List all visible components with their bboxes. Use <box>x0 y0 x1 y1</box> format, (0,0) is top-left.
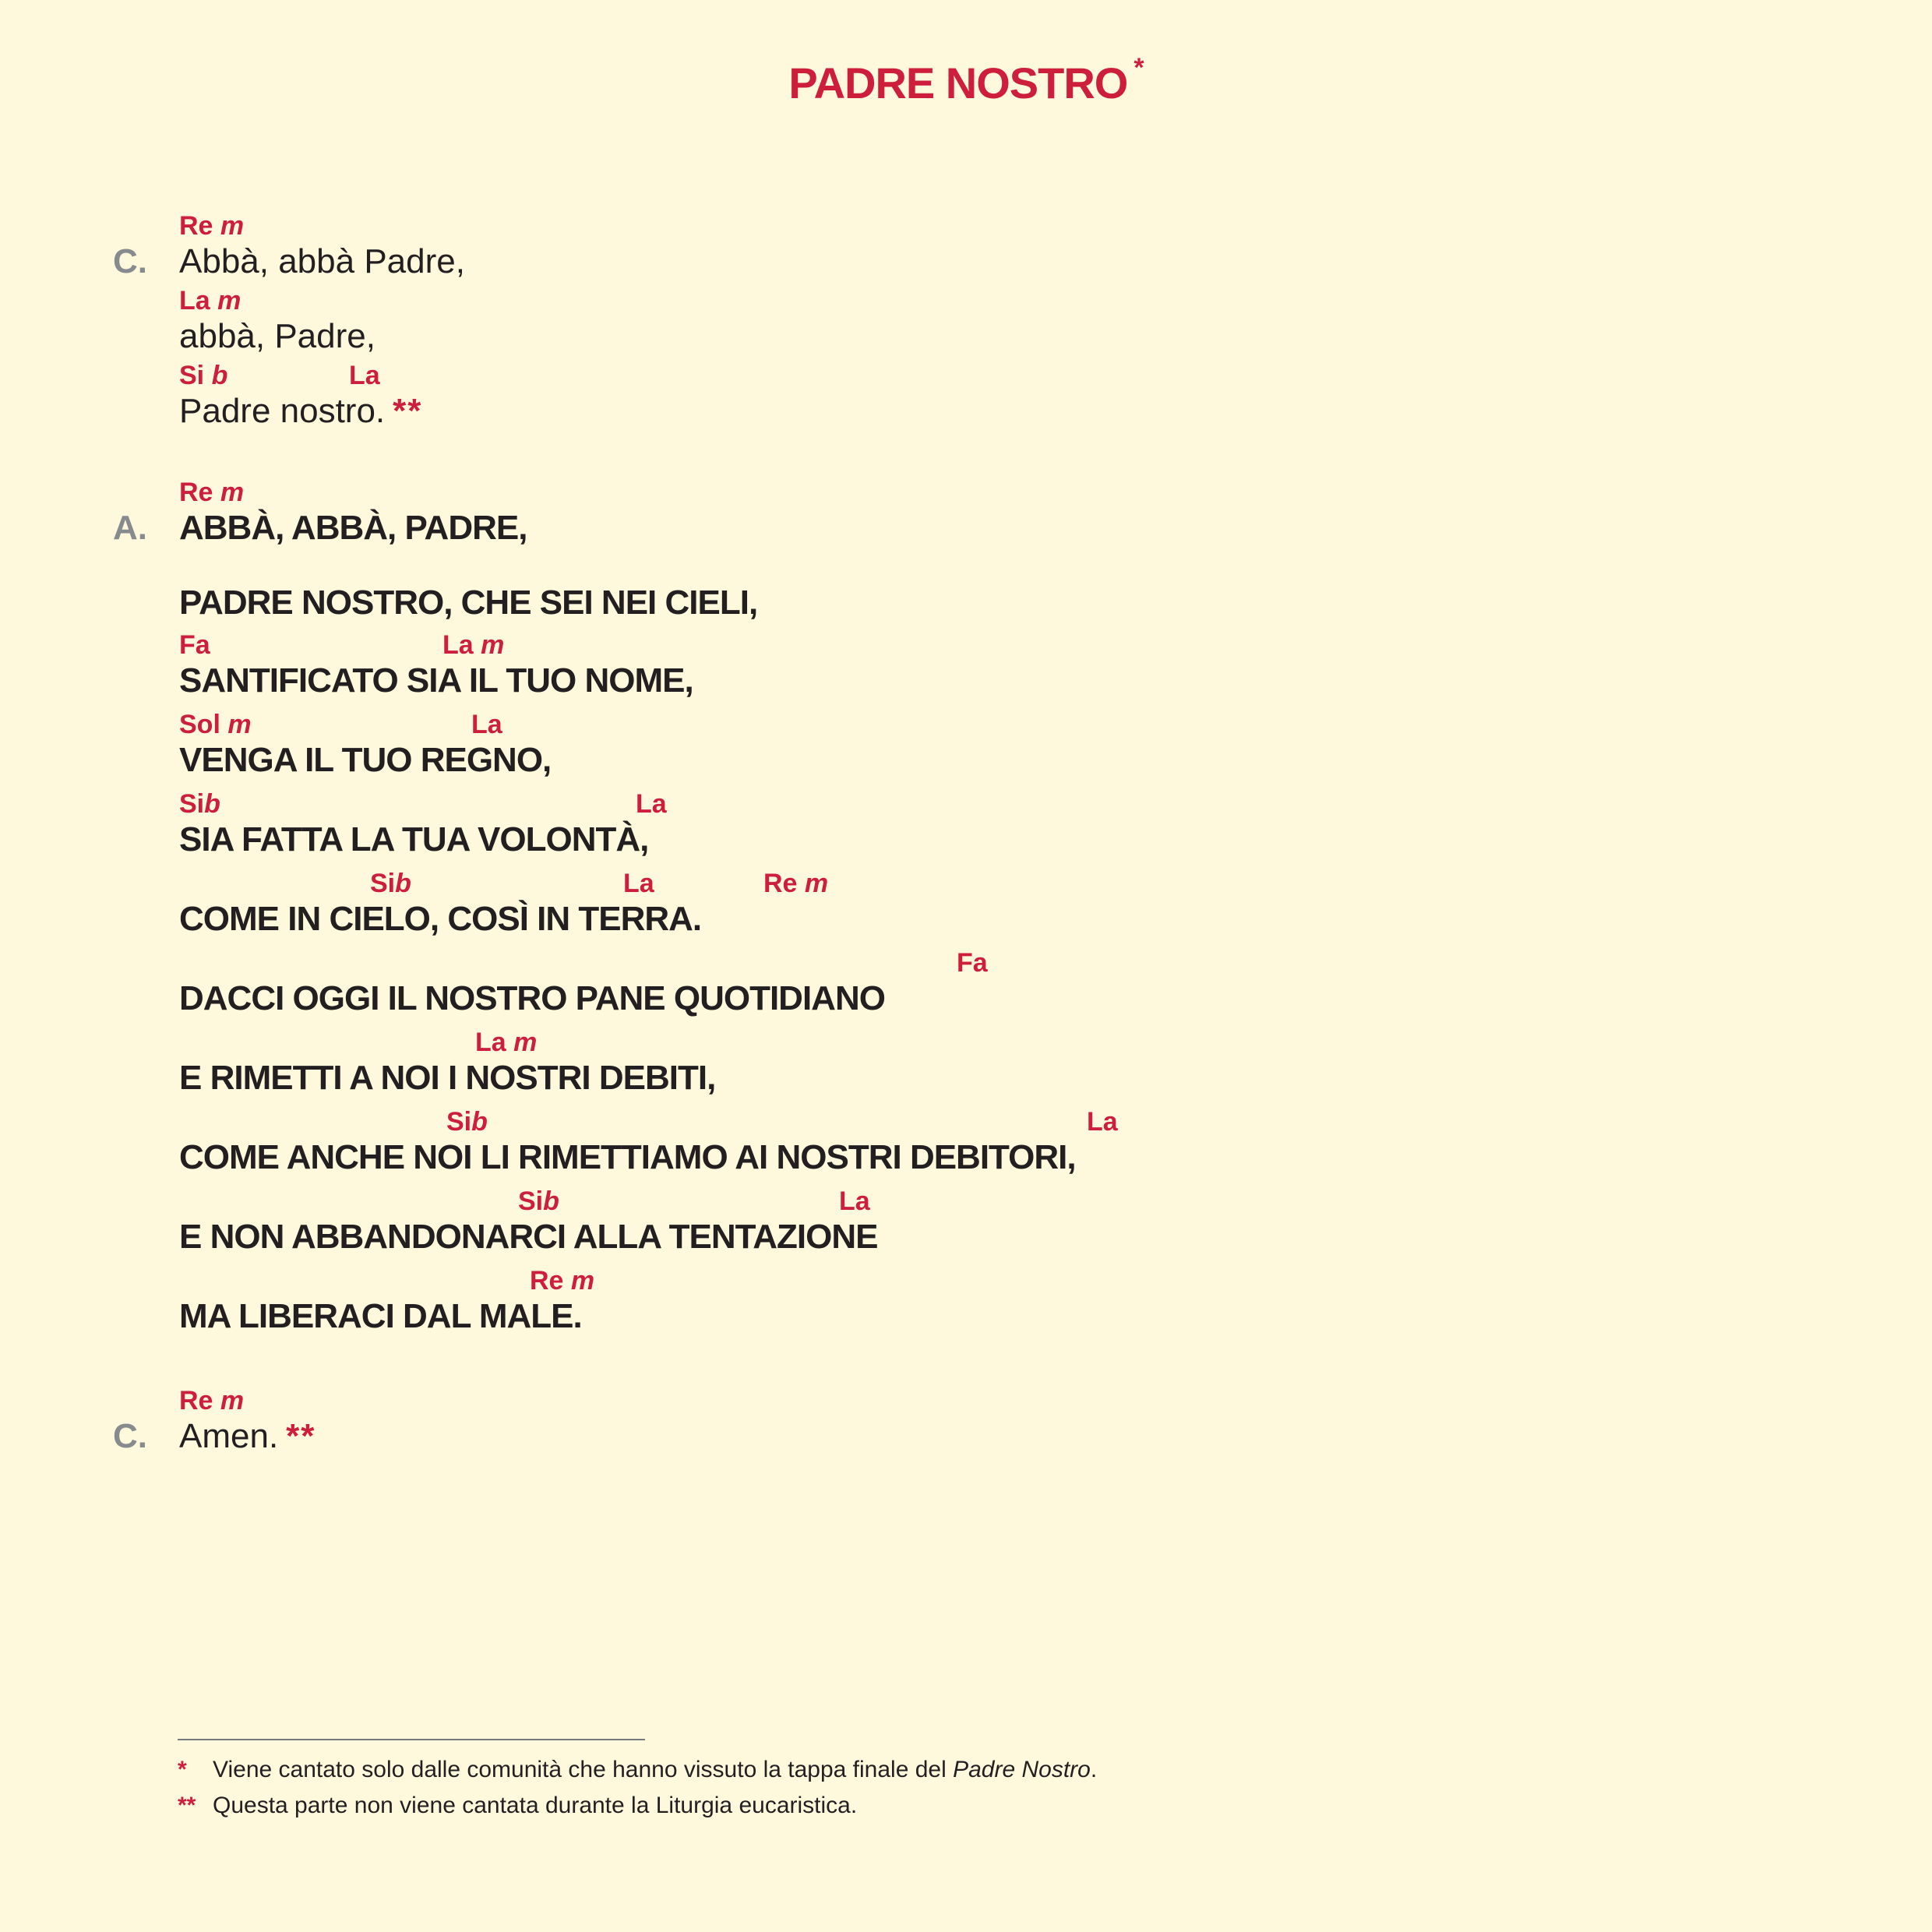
chord: La <box>471 710 502 739</box>
lyric-text: ABBÀ, ABBÀ, PADRE, <box>179 509 527 547</box>
footnote-divider <box>178 1739 645 1740</box>
lyric-text: PADRE NOSTRO, CHE SEI NEI CIELI, <box>179 583 758 622</box>
chord: La <box>839 1186 870 1216</box>
speaker-marker: C. <box>113 242 147 280</box>
footnote-mark: * <box>178 1757 187 1782</box>
chord: La m <box>475 1028 538 1057</box>
chord: La <box>623 869 654 898</box>
lyric-text: abbà, Padre, <box>179 317 375 355</box>
speaker-marker: A. <box>113 509 147 547</box>
chord: La m <box>442 630 505 660</box>
chord: Sib <box>446 1107 488 1137</box>
chord: Sol m <box>179 710 252 739</box>
footnote: ** Questa parte non viene cantata durante la Liturgia eucaristica. <box>178 1790 857 1821</box>
lyric-text: VENGA IL TUO REGNO, <box>179 741 552 779</box>
speaker-marker: C. <box>113 1417 147 1455</box>
lyric-text: E RIMETTI A NOI I NOSTRI DEBITI, <box>179 1059 716 1097</box>
lyric-text: SIA FATTA LA TUA VOLONTÀ, <box>179 820 649 858</box>
lyric-text: DACCI OGGI IL NOSTRO PANE QUOTIDIANO <box>179 979 885 1017</box>
footnote-mark: ** <box>286 1417 316 1455</box>
title-footnote-mark: * <box>1133 53 1144 83</box>
lyric-text: COME ANCHE NOI LI RIMETTIAMO AI NOSTRI DEBITORI, <box>179 1138 1076 1176</box>
page-title: PADRE NOSTRO * <box>788 53 1144 108</box>
lyric-text: SANTIFICATO SIA IL TUO NOME, <box>179 661 693 700</box>
chord: Re m <box>179 478 245 507</box>
chord: Sib <box>518 1186 559 1216</box>
chord: Fa <box>179 630 210 660</box>
lyric-text: MA LIBERACI DAL MALE. <box>179 1297 582 1335</box>
chord: La m <box>179 286 242 316</box>
lyric-text: E NON ABBANDONARCI ALLA TENTAZIONE <box>179 1218 878 1256</box>
chord: Sib <box>370 869 411 898</box>
lyric-text: COME IN CIELO, COSÌ IN TERRA. <box>179 900 702 938</box>
lyric-text: Amen. ** <box>179 1417 316 1455</box>
chord: Re m <box>179 211 245 241</box>
chord: Si b <box>179 361 228 390</box>
footnote-mark: ** <box>393 392 423 430</box>
lyric-text: Padre nostro. ** <box>179 392 423 430</box>
chord: Re m <box>179 1386 245 1416</box>
lyric-text: Abbà, abbà Padre, <box>179 242 465 280</box>
footnote-mark: ** <box>178 1793 196 1818</box>
chord: La <box>1087 1107 1118 1137</box>
chord: Re m <box>763 869 829 898</box>
chord: Fa <box>957 948 988 978</box>
chord: La <box>349 361 380 390</box>
chord: La <box>636 789 667 819</box>
footnote: * Viene cantato solo dalle comunità che hanno vissuto la tappa finale del Padre Nostro. <box>178 1754 1097 1786</box>
chord: Re m <box>530 1266 595 1296</box>
chord: Sib <box>179 789 220 819</box>
